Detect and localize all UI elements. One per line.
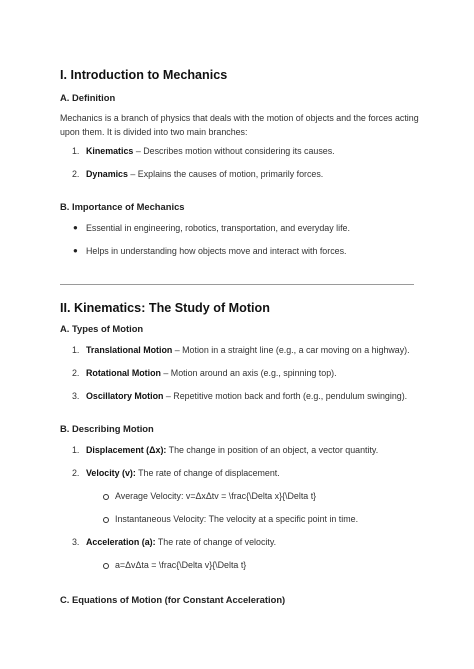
list-number: 3.	[72, 391, 80, 401]
bullet-icon: ●	[73, 246, 78, 255]
list-item-desc: – Motion around an axis (e.g., spinning top).	[160, 368, 337, 378]
sub-list-item-average-velocity: Average Velocity: v=ΔxΔtv = \frac{\Delta x}{\Delta t}	[115, 491, 317, 501]
list-item-term: Translational Motion	[86, 345, 173, 355]
list-item-desc: The rate of change of displacement.	[135, 468, 280, 478]
list-number: 1.	[72, 146, 80, 156]
sub-list-item-acceleration-formula: a=ΔvΔta = \frac{\Delta v}{\Delta t}	[115, 560, 247, 570]
list-item: Helps in understanding how objects move and interact with forces.	[86, 246, 347, 256]
list-item-dynamics	[86, 169, 323, 179]
bullet-icon: ●	[73, 223, 78, 232]
list-item-term: Rotational Motion	[86, 368, 161, 378]
list-item-displacement	[86, 445, 378, 455]
list-item-oscillatory	[86, 391, 407, 401]
list-number: 2.	[72, 368, 80, 378]
list-item-kinematics	[86, 146, 335, 156]
list-item: Essential in engineering, robotics, transportation, and everyday life.	[86, 223, 350, 233]
list-item-desc: The rate of change of velocity.	[155, 537, 277, 547]
list-item-rotational	[86, 368, 337, 378]
hollow-bullet-icon	[103, 517, 109, 523]
list-item-term: Acceleration (a):	[86, 537, 156, 547]
list-number: 2.	[72, 169, 80, 179]
list-item-acceleration	[86, 537, 276, 547]
hollow-bullet-icon	[103, 494, 109, 500]
importance-heading: B. Importance of Mechanics	[60, 201, 185, 212]
definition-paragraph-line-2: upon them. It is divided into two main branches:	[60, 127, 248, 137]
list-item-desc: – Repetitive motion back and forth (e.g., pendulum swinging).	[163, 391, 408, 401]
definition-heading: A. Definition	[60, 92, 116, 103]
list-item-term: Oscillatory Motion	[86, 391, 164, 401]
definition-paragraph-line-1: Mechanics is a branch of physics that deals with the motion of objects and the forces acting	[60, 113, 419, 123]
section-1-title: I. Introduction to Mechanics	[60, 68, 228, 82]
list-item-term: Velocity (v):	[86, 468, 136, 478]
list-item-velocity	[86, 468, 280, 478]
list-item-desc: – Explains the causes of motion, primarily forces.	[127, 169, 324, 179]
list-item-translational	[86, 345, 410, 355]
horizontal-divider	[60, 284, 414, 285]
list-number: 1.	[72, 445, 80, 455]
list-item-term: Displacement (Δx):	[86, 445, 167, 455]
types-heading: A. Types of Motion	[60, 323, 144, 334]
list-item-desc: The change in position of an object, a vector quantity.	[166, 445, 379, 455]
equations-heading: C. Equations of Motion (for Constant Acceleration)	[60, 594, 286, 605]
list-item-term: Dynamics	[86, 169, 128, 179]
hollow-bullet-icon	[103, 563, 109, 569]
list-item-term: Kinematics	[86, 146, 134, 156]
describing-heading: B. Describing Motion	[60, 423, 154, 434]
sub-list-item-instantaneous-velocity: Instantaneous Velocity: The velocity at a specific point in time.	[115, 514, 359, 524]
list-number: 3.	[72, 537, 80, 547]
list-item-desc: – Describes motion without considering its causes.	[133, 146, 335, 156]
list-number: 2.	[72, 468, 80, 478]
list-item-desc: – Motion in a straight line (e.g., a car moving on a highway).	[172, 345, 410, 355]
list-number: 1.	[72, 345, 80, 355]
section-2-title: II. Kinematics: The Study of Motion	[60, 301, 270, 315]
